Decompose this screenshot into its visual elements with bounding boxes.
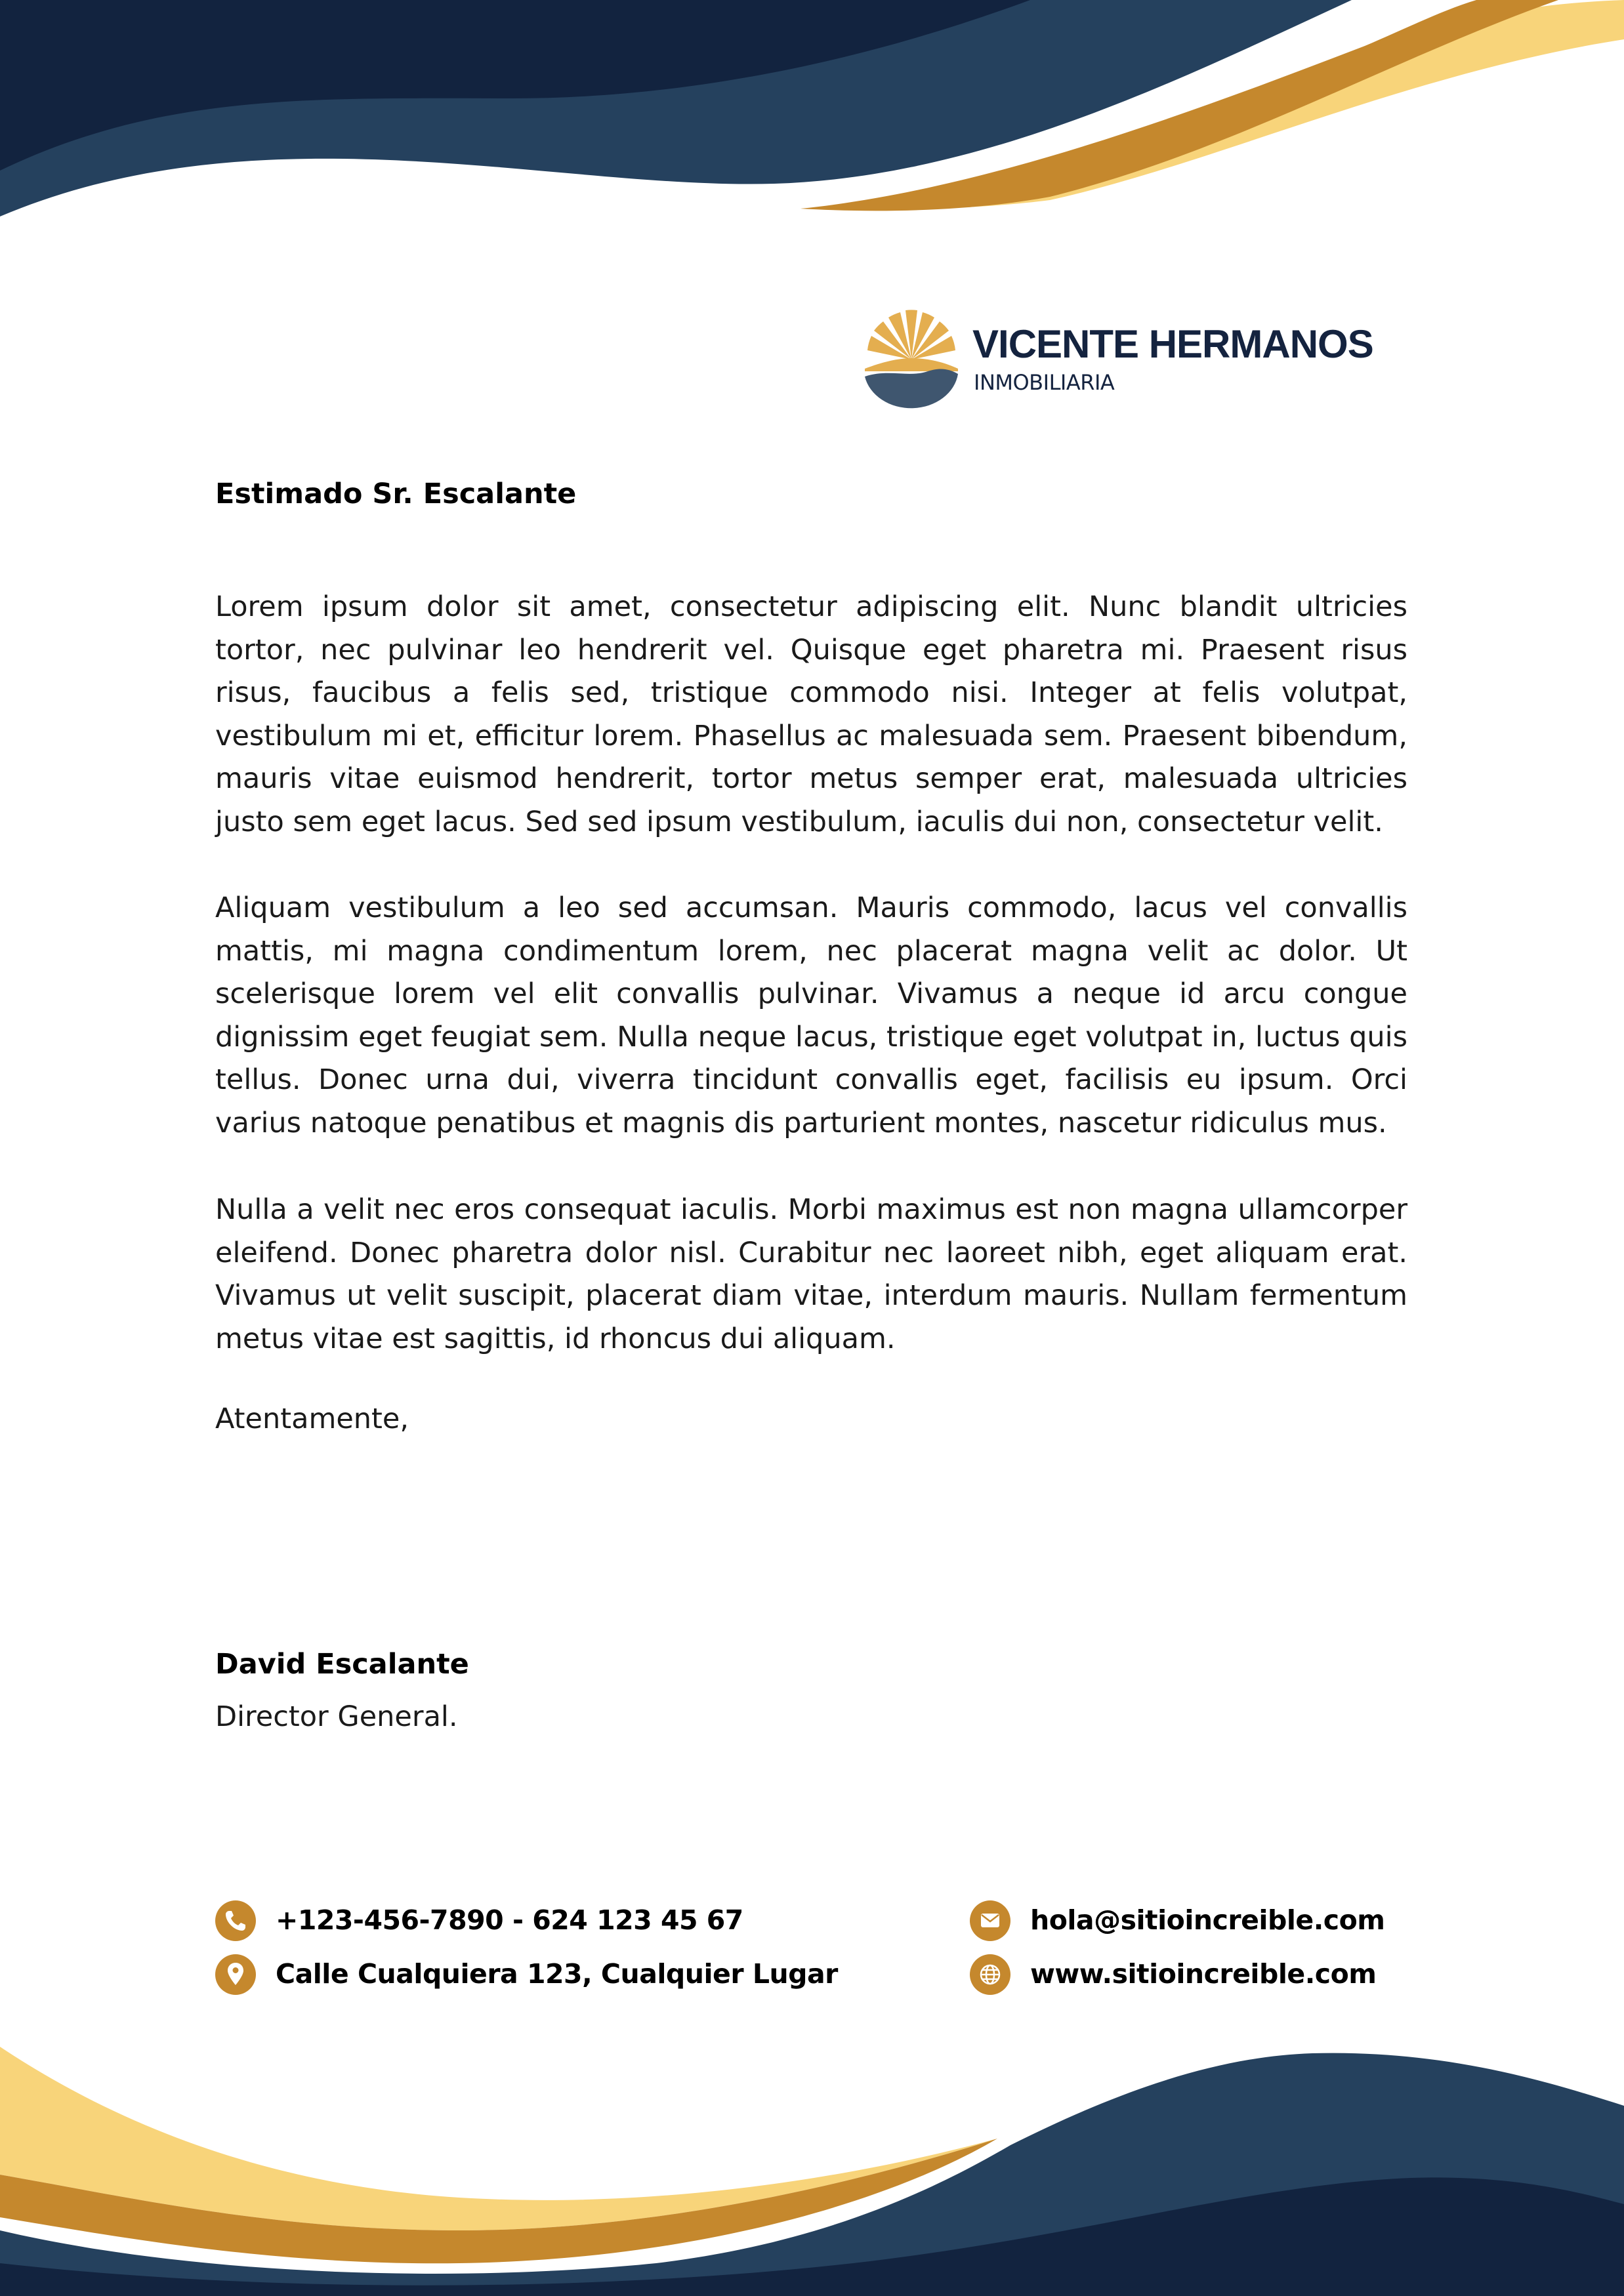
paragraph-3: Nulla a velit nec eros consequat iaculis. Morbi maximus est non magna ullamcorper eleifend. Donec pharetra dolor nisl. Curabitur nec laoreet nibh, eget aliquam erat. Vivamus ut velit suscipit, placerat diam vitae, interdum mauris. Nullam fermentum metus vitae est sagittis, id rhoncus dui aliquam. [215,1193,1407,1355]
sunrise-logo-icon [862,308,961,409]
company-subtitle: INMOBILIARIA [974,370,1115,395]
bottom-wave-decoration [0,2034,1624,2296]
globe-icon [970,1954,1010,1995]
closing: Atentamente, [215,1403,409,1435]
signer-title: Director General. [215,1700,458,1733]
location-pin-icon [215,1954,256,1995]
address: Calle Cualquiera 123, Cualquier Lugar [276,1958,838,1990]
company-logo [862,308,1411,413]
signer-name: David Escalante [215,1648,469,1681]
contact-email[interactable] [970,1900,1429,1942]
phone-number: +123-456-7890 - 624 123 45 67 [276,1904,743,1936]
paragraph-1: Lorem ipsum dolor sit amet, consectetur adipiscing elit. Nunc blandit ultricies tortor, nec pulvinar leo hendrerit vel. Quisque eget pharetra mi. Praesent risus risus, faucibus a felis sed, tristique commodo nisi. Integer at felis volutpat, vestibulum mi et, efficitur lorem. Phasellus ac malesuada sem. Praesent bibendum, mauris vitae euismod hendrerit, tortor metus semper erat, malesuada ultricies justo sem eget lacus. Sed sed ipsum vestibulum, iaculis dui non, consectetur velit. [215,590,1407,838]
email-address[interactable]: hola@sitioincreible.com [1030,1904,1385,1936]
website-url[interactable]: www.sitioincreible.com [1030,1958,1377,1990]
company-name: VICENTE HERMANOS [972,322,1373,366]
top-wave-decoration [0,0,1624,223]
contact-phone [215,1900,806,1942]
contact-website[interactable] [970,1954,1429,1996]
paragraph-2: Aliquam vestibulum a leo sed accumsan. Mauris commodo, lacus vel convallis mattis, mi magna condimentum lorem, nec placerat magna velit ac dolor. Ut scelerisque lorem vel elit convallis pulvinar. Vivamus a neque id arcu congue dignissim eget feugiat sem. Nulla neque lacus, tristique eget volutpat in, luctus quis tellus. Donec urna dui, viverra tincidunt convallis eget, facilisis eu ipsum. Orci varius natoque penatibus et magnis dis parturient montes, nascetur ridiculus mus. [215,892,1407,1139]
salutation: Estimado Sr. Escalante [215,478,577,510]
envelope-icon [970,1900,1010,1941]
phone-icon [215,1900,256,1941]
contact-address [215,1954,838,1996]
